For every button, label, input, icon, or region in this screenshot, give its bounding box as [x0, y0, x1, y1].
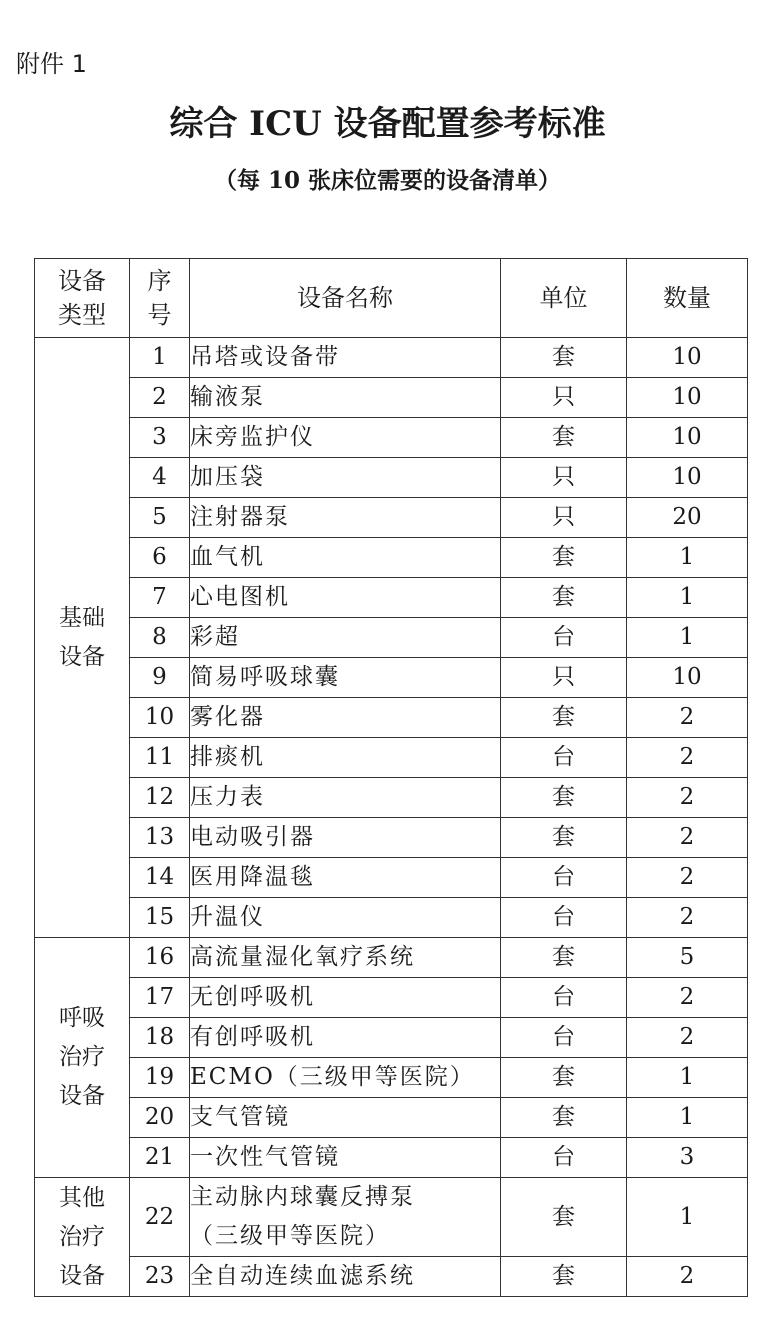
category-label-line: 设备	[59, 643, 105, 670]
quantity-cell: 20	[627, 498, 748, 538]
quantity-cell: 2	[627, 818, 748, 858]
unit-cell: 只	[501, 458, 627, 498]
equipment-name-cell: 全自动连续血滤系统	[190, 1257, 501, 1297]
quantity-cell: 2	[627, 858, 748, 898]
quantity-cell: 10	[627, 458, 748, 498]
quantity-cell: 2	[627, 1257, 748, 1297]
table-row	[35, 418, 748, 458]
category-label-line: 治疗	[59, 1044, 105, 1070]
equipment-name-cell: 加压袋	[190, 458, 501, 498]
sequence-cell: 1	[130, 338, 190, 378]
equipment-name-cell: 无创呼吸机	[190, 978, 501, 1018]
unit-cell: 台	[501, 858, 627, 898]
table-row	[35, 898, 748, 938]
equipment-name-cell: 雾化器	[190, 698, 501, 738]
unit-cell: 台	[501, 618, 627, 658]
header-sequence	[130, 259, 190, 338]
unit-cell: 台	[501, 978, 627, 1018]
table-row	[35, 738, 748, 778]
sequence-cell: 21	[130, 1138, 190, 1178]
equipment-name-cell: 床旁监护仪	[190, 418, 501, 458]
equipment-name-cell: 一次性气管镜	[190, 1138, 501, 1178]
quantity-cell: 1	[627, 1098, 748, 1138]
quantity-cell: 2	[627, 698, 748, 738]
equipment-name-cell: 心电图机	[190, 578, 501, 618]
table-row	[35, 658, 748, 698]
quantity-cell: 2	[627, 978, 748, 1018]
header-type-line: 类型	[58, 301, 106, 329]
table-row	[35, 1178, 748, 1257]
sequence-cell: 20	[130, 1098, 190, 1138]
sequence-cell: 10	[130, 698, 190, 738]
header-unit: 单位	[501, 259, 627, 338]
category-label-line: 设备	[59, 1083, 105, 1109]
unit-cell: 套	[501, 1058, 627, 1098]
header-seq-line: 序	[147, 267, 172, 295]
unit-cell: 台	[501, 738, 627, 778]
sequence-cell: 19	[130, 1058, 190, 1098]
quantity-cell: 1	[627, 1178, 748, 1257]
equipment-name-cell: 升温仪	[190, 898, 501, 938]
unit-cell: 套	[501, 538, 627, 578]
equipment-name-cell: 排痰机	[190, 738, 501, 778]
table-row	[35, 538, 748, 578]
sequence-cell: 11	[130, 738, 190, 778]
header-row	[35, 259, 748, 338]
page-subtitle: （每 10 张床位需要的设备清单）	[213, 167, 562, 194]
category-label-line: 设备	[59, 1262, 105, 1289]
table-row	[35, 578, 748, 618]
equipment-name-cell: 吊塔或设备带	[190, 338, 501, 378]
quantity-cell: 10	[627, 658, 748, 698]
table-row	[35, 698, 748, 738]
unit-cell: 台	[501, 1018, 627, 1058]
sequence-cell: 12	[130, 778, 190, 818]
sequence-cell: 13	[130, 818, 190, 858]
sequence-cell: 23	[130, 1257, 190, 1297]
table-row	[35, 1138, 748, 1178]
quantity-cell: 2	[627, 778, 748, 818]
table-row	[35, 1098, 748, 1138]
quantity-cell: 10	[627, 418, 748, 458]
header-quantity: 数量	[627, 259, 748, 338]
table-row	[35, 498, 748, 538]
unit-cell: 只	[501, 498, 627, 538]
unit-cell: 台	[501, 898, 627, 938]
equipment-name-cell: 支气管镜	[190, 1098, 501, 1138]
quantity-cell: 5	[627, 938, 748, 978]
unit-cell: 套	[501, 578, 627, 618]
equipment-name-cell: 压力表	[190, 778, 501, 818]
unit-cell: 套	[501, 938, 627, 978]
sequence-cell: 5	[130, 498, 190, 538]
unit-cell: 套	[501, 778, 627, 818]
equipment-name-cell: 电动吸引器	[190, 818, 501, 858]
quantity-cell: 10	[627, 378, 748, 418]
unit-cell: 套	[501, 338, 627, 378]
quantity-cell: 2	[627, 738, 748, 778]
quantity-cell: 2	[627, 1018, 748, 1058]
equipment-name-cell: 血气机	[190, 538, 501, 578]
table-header	[35, 259, 748, 338]
sequence-cell: 16	[130, 938, 190, 978]
table-row	[35, 938, 748, 978]
unit-cell: 套	[501, 818, 627, 858]
quantity-cell: 10	[627, 338, 748, 378]
unit-cell: 套	[501, 1257, 627, 1297]
unit-cell: 套	[501, 418, 627, 458]
sequence-cell: 6	[130, 538, 190, 578]
equipment-name-cell	[190, 1178, 501, 1257]
table-row	[35, 1018, 748, 1058]
table-row	[35, 378, 748, 418]
table-row	[35, 978, 748, 1018]
equipment-name-cell: 注射器泵	[190, 498, 501, 538]
quantity-cell: 1	[627, 578, 748, 618]
quantity-cell: 3	[627, 1138, 748, 1178]
sequence-cell: 22	[130, 1178, 190, 1257]
quantity-cell: 2	[627, 898, 748, 938]
sequence-cell: 17	[130, 978, 190, 1018]
table-row	[35, 458, 748, 498]
equipment-name-cell: 简易呼吸球囊	[190, 658, 501, 698]
table-row	[35, 338, 748, 378]
header-type-line: 设备	[58, 267, 106, 295]
category-label-line: 呼吸	[59, 1005, 105, 1031]
sequence-cell: 7	[130, 578, 190, 618]
table-body	[35, 338, 748, 1297]
sequence-cell: 9	[130, 658, 190, 698]
unit-cell: 套	[501, 1178, 627, 1257]
table-row	[35, 618, 748, 658]
sequence-cell: 4	[130, 458, 190, 498]
unit-cell: 套	[501, 698, 627, 738]
category-label-line: 基础	[59, 604, 105, 631]
sequence-cell: 8	[130, 618, 190, 658]
sequence-cell: 2	[130, 378, 190, 418]
category-cell	[35, 338, 130, 938]
unit-cell: 台	[501, 1138, 627, 1178]
table-row	[35, 1257, 748, 1297]
equipment-name-cell: 输液泵	[190, 378, 501, 418]
unit-cell: 只	[501, 378, 627, 418]
equipment-name-cell: 高流量湿化氧疗系统	[190, 938, 501, 978]
attachment-label: 附件 1	[16, 50, 87, 78]
table-row	[35, 778, 748, 818]
sequence-cell: 14	[130, 858, 190, 898]
unit-cell: 只	[501, 658, 627, 698]
category-cell	[35, 1178, 130, 1297]
page-title: 综合 ICU 设备配置参考标准	[169, 104, 606, 144]
equipment-name-line: 主动脉内球囊反搏泵	[190, 1184, 415, 1210]
table-row	[35, 1058, 748, 1098]
header-equipment-name: 设备名称	[190, 259, 501, 338]
unit-cell: 套	[501, 1098, 627, 1138]
equipment-name-cell: ECMO（三级甲等医院）	[190, 1058, 501, 1098]
equipment-name-cell: 有创呼吸机	[190, 1018, 501, 1058]
equipment-name-line: （三级甲等医院）	[190, 1223, 390, 1249]
quantity-cell: 1	[627, 1058, 748, 1098]
equipment-name-cell: 医用降温毯	[190, 858, 501, 898]
quantity-cell: 1	[627, 618, 748, 658]
header-seq-line: 号	[147, 301, 172, 329]
header-equipment-type	[35, 259, 130, 338]
table-row	[35, 858, 748, 898]
sequence-cell: 15	[130, 898, 190, 938]
sequence-cell: 18	[130, 1018, 190, 1058]
table-row	[35, 818, 748, 858]
equipment-name-cell: 彩超	[190, 618, 501, 658]
category-label-line: 治疗	[59, 1223, 105, 1250]
equipment-table	[34, 258, 748, 1297]
category-label-line: 其他	[59, 1184, 105, 1211]
sequence-cell: 3	[130, 418, 190, 458]
quantity-cell: 1	[627, 538, 748, 578]
category-cell	[35, 938, 130, 1178]
